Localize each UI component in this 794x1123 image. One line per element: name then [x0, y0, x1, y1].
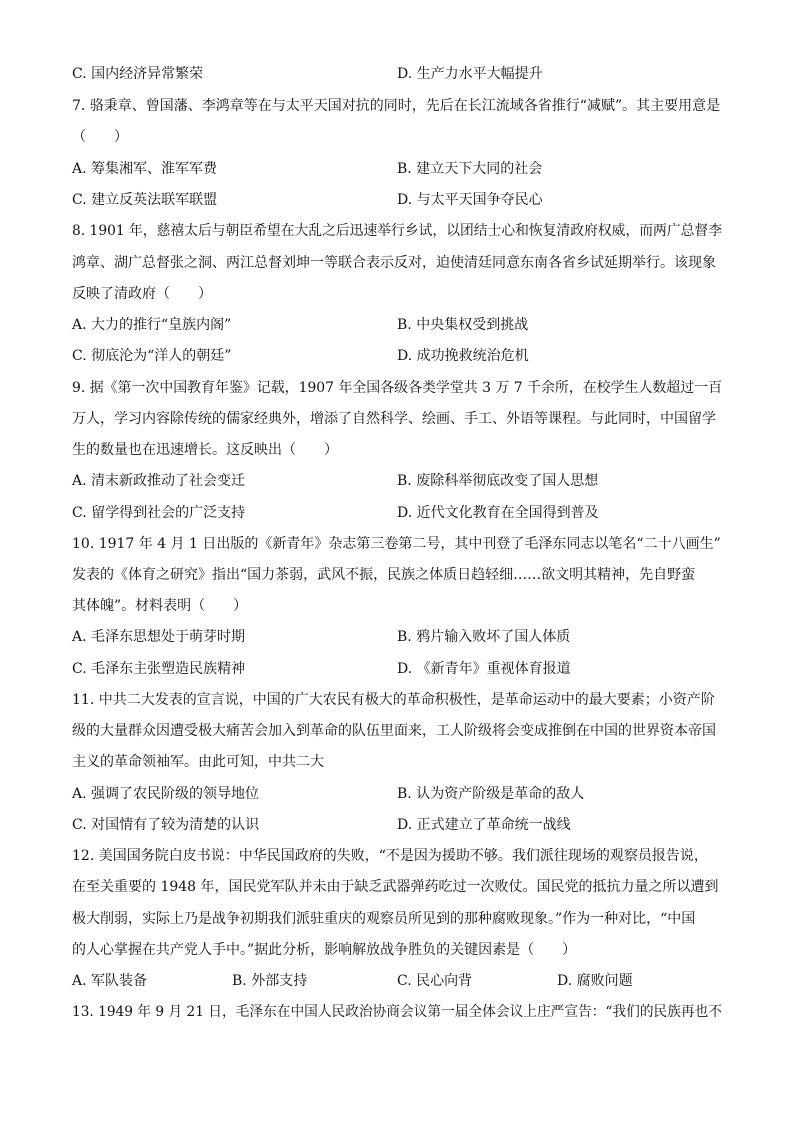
q12-stem-line-3: 极大削弱，实际上乃是战争初期我们派驻重庆的观察员所见到的那种腐败现象。”作为一种对比，“中国 [72, 911, 696, 927]
q6-option-c: C. 国内经济异常繁荣 [72, 66, 204, 82]
q11-stem-line-2: 级的大量群众因遭受极大痛苦会加入到革命的队伍里面来，工人阶级将会变成推倒在中国的世界资本帝国 [72, 723, 716, 739]
q12-stem-line-2: 在至关重要的 1948 年，国民党军队并未由于缺乏武器弹药吃过一次败仗。国民党的抵抗力量之所以遭到 [72, 879, 719, 895]
q12-option-d: D. 腐败问题 [557, 973, 633, 989]
q7-option-d: D. 与太平天国争夺民心 [397, 192, 543, 208]
q7-option-a: A. 筹集湘军、淮军军费 [72, 161, 218, 177]
q7-stem-line-2: （ ） [72, 129, 128, 145]
q6-option-d: D. 生产力水平大幅提升 [397, 66, 543, 82]
q7-option-c: C. 建立反英法联军联盟 [72, 192, 218, 208]
q11-stem-line-1: 11. 中共二大发表的宣言说，中国的广大农民有极大的革命积极性，是革命运动中的最大要素；小资产阶 [72, 692, 715, 708]
q10-option-d: D. 《新青年》重视体育报道 [397, 661, 571, 677]
q11-option-d: D. 正式建立了革命统一战线 [397, 817, 571, 833]
q10-stem-line-2: 发表的《体育之研究》指出“国力茶弱，武风不振，民族之体质日趋轻细……欲文明其精神，先自野蛮 [72, 567, 696, 583]
q9-stem-line-3: 生的数量也在迅速增长。这反映出（ ） [72, 442, 338, 458]
q11-option-b: B. 认为资产阶级是革命的敌人 [397, 786, 585, 802]
q8-option-c: C. 彻底沦为“洋人的朝廷” [72, 348, 232, 364]
q8-stem-line-1: 8. 1901 年，慈禧太后与朝臣希望在大乱之后迅速举行乡试，以团结士心和恢复清政府权威，而两广总督李 [72, 223, 722, 239]
q8-option-b: B. 中央集权受到挑战 [397, 317, 529, 333]
q10-option-c: C. 毛泽东主张塑造民族精神 [72, 661, 246, 677]
q8-option-a: A. 大力的推行“皇族内阁” [72, 317, 232, 333]
q7-option-b: B. 建立天下大同的社会 [397, 161, 543, 177]
q10-option-a: A. 毛泽东思想处于萌芽时期 [72, 629, 246, 645]
q9-stem-line-2: 万人，学习内容除传统的儒家经典外，增添了自然科学、绘画、手工、外语等课程。与此同时，中国留学 [72, 411, 716, 427]
q11-stem-line-3: 主义的革命领袖军。由此可知，中共二大 [72, 754, 324, 770]
q13-stem-line-1: 13. 1949 年 9 月 21 日，毛泽东在中国人民政治协商会议第一届全体会议上庄严宣告：“我们的民族再也不 [72, 1004, 722, 1020]
q12-option-a: A. 军队装备 [72, 973, 148, 989]
q8-stem-line-2: 鸿章、湖广总督张之洞、两江总督刘坤一等联合表示反对，迫使清廷同意东南各省乡试延期举行。该现象 [72, 255, 716, 271]
q8-stem-line-3: 反映了清政府（ ） [72, 286, 212, 302]
q9-option-c: C. 留学得到社会的广泛支持 [72, 505, 246, 521]
q8-option-d: D. 成功挽救统治危机 [397, 348, 529, 364]
q10-stem-line-3: 其体魄”。材料表明（ ） [72, 598, 248, 614]
q11-option-c: C. 对国情有了较为清楚的认识 [72, 817, 260, 833]
q9-option-b: B. 废除科举彻底改变了国人思想 [397, 473, 599, 489]
q11-option-a: A. 强调了农民阶级的领导地位 [72, 786, 260, 802]
q12-stem-line-1: 12. 美国国务院白皮书说：中华民国政府的失败，“不是因为援助不够。我们派往现场的观察员报告说， [72, 848, 708, 864]
q10-option-b: B. 鸦片输入败坏了国人体质 [397, 629, 571, 645]
q12-option-b: B. 外部支持 [232, 973, 308, 989]
q9-option-d: D. 近代文化教育在全国得到普及 [397, 505, 599, 521]
q9-option-a: A. 清末新政推动了社会变迁 [72, 473, 246, 489]
q7-stem-line-1: 7. 骆秉章、曾国藩、李鸿章等在与太平天国对抗的同时，先后在长江流域各省推行“减赋”。其主要用意是 [72, 98, 721, 114]
q12-stem-line-4: 的人心掌握在共产党人手中。”据此分析，影响解放战争胜负的关键因素是（ ） [72, 942, 577, 958]
q12-option-c: C. 民心向背 [397, 973, 473, 989]
q10-stem-line-1: 10. 1917 年 4 月 1 日出版的《新青年》杂志第三卷第二号，其中刊登了毛泽东同志以笔名“二十八画生” [72, 536, 721, 552]
q9-stem-line-1: 9. 据《第一次中国教育年鉴》记载，1907 年全国各级各类学堂共 3 万 7 千余所，在校学生人数超过一百 [72, 380, 722, 396]
